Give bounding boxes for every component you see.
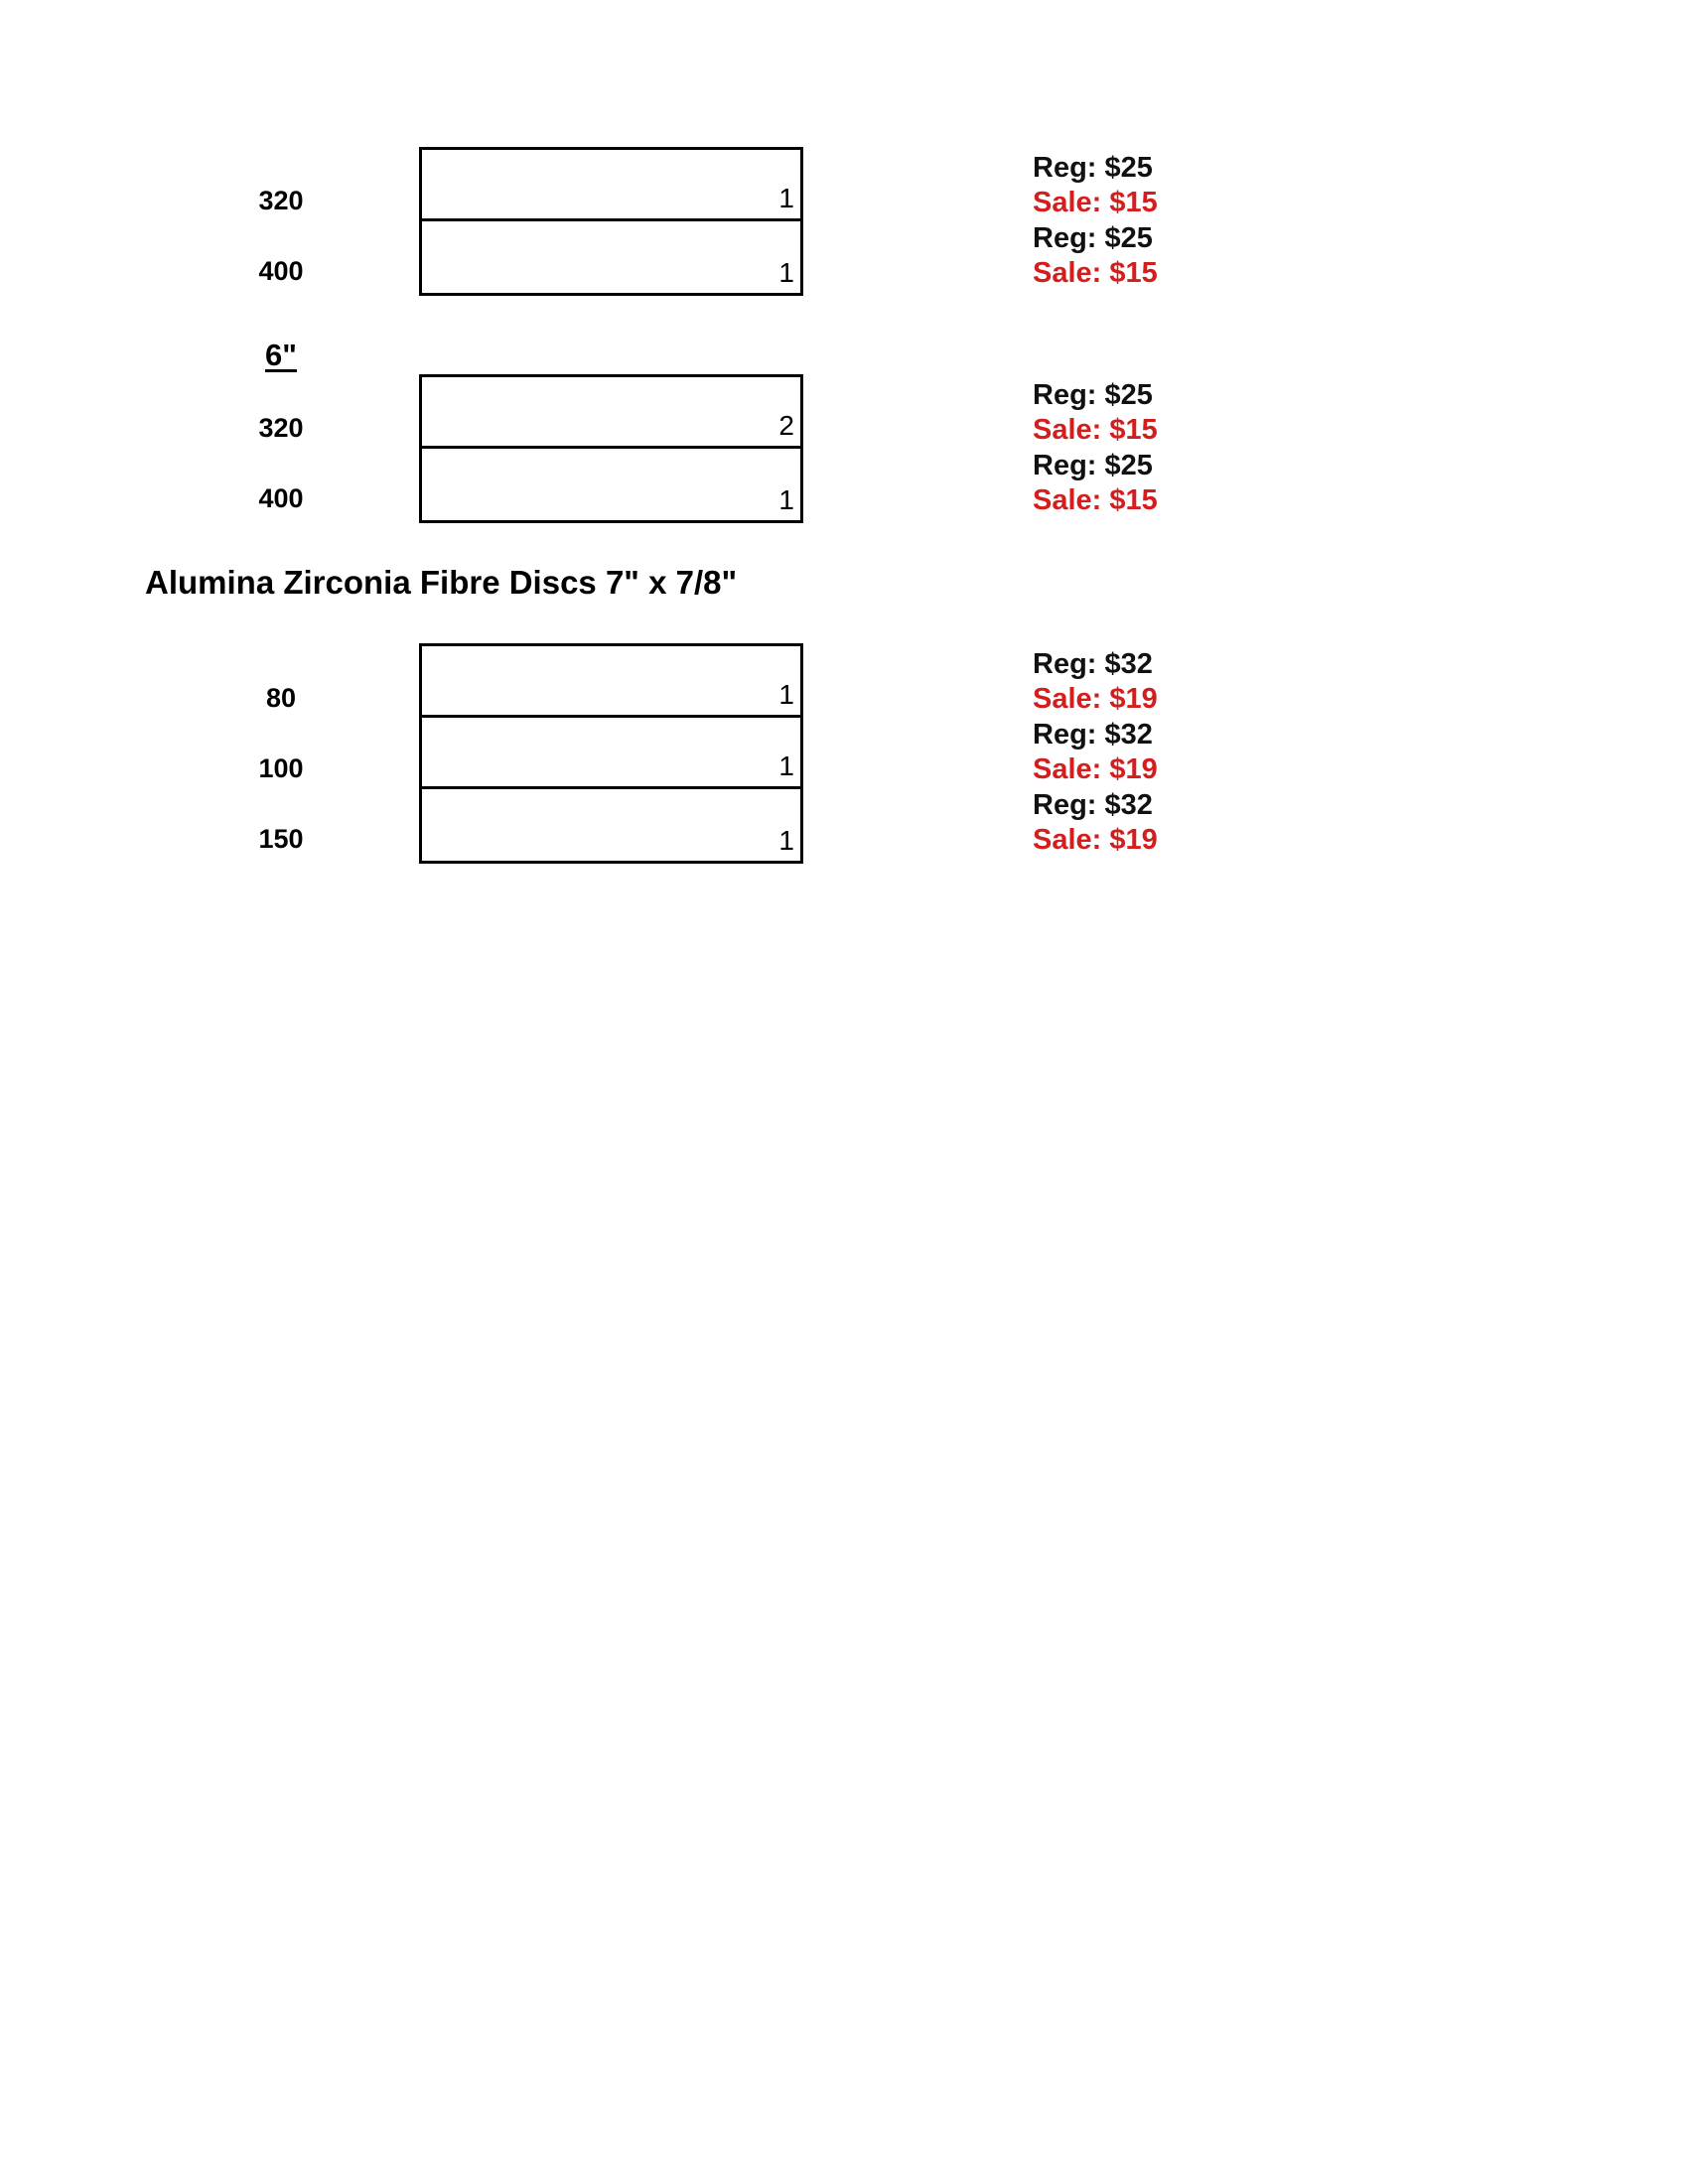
grit-label: 100	[258, 753, 304, 783]
regular-price: Reg: $32	[1033, 789, 1153, 821]
sale-price: Sale: $15	[1033, 187, 1158, 218]
grit-label: 80	[265, 683, 297, 713]
quantity-cell[interactable]	[422, 789, 800, 861]
sale-price: Sale: $19	[1033, 753, 1158, 785]
regular-price: Reg: $32	[1033, 648, 1153, 680]
quantity-value: 1	[778, 679, 794, 710]
quantity-table	[419, 374, 803, 523]
regular-price: Reg: $25	[1033, 450, 1153, 481]
sale-price: Sale: $19	[1033, 683, 1158, 715]
grit-label: 320	[258, 186, 304, 215]
quantity-cell[interactable]	[422, 646, 800, 718]
quantity-value: 2	[778, 410, 794, 441]
grit-label: 150	[258, 824, 304, 854]
quantity-value: 1	[778, 183, 794, 213]
quantity-table	[419, 643, 803, 864]
quantity-cell[interactable]	[422, 150, 800, 221]
regular-price: Reg: $32	[1033, 719, 1153, 751]
sale-price: Sale: $15	[1033, 484, 1158, 516]
size-heading: 6"	[265, 338, 297, 372]
regular-price: Reg: $25	[1033, 222, 1153, 254]
quantity-value: 1	[778, 484, 794, 515]
quantity-cell[interactable]	[422, 221, 800, 293]
quantity-value: 1	[778, 825, 794, 856]
regular-price: Reg: $25	[1033, 379, 1153, 411]
quantity-cell[interactable]	[422, 718, 800, 789]
sale-price: Sale: $19	[1033, 824, 1158, 856]
quantity-cell[interactable]	[422, 449, 800, 520]
grit-label: 400	[258, 256, 304, 286]
quantity-table	[419, 147, 803, 296]
grit-label: 320	[258, 413, 304, 443]
regular-price: Reg: $25	[1033, 152, 1153, 184]
grit-label: 400	[258, 483, 304, 513]
quantity-value: 1	[778, 257, 794, 288]
quantity-value: 1	[778, 751, 794, 781]
section-title: Alumina Zirconia Fibre Discs 7" x 7/8"	[145, 564, 738, 601]
sale-price: Sale: $15	[1033, 257, 1158, 289]
quantity-cell[interactable]	[422, 377, 800, 449]
sale-price: Sale: $15	[1033, 414, 1158, 446]
